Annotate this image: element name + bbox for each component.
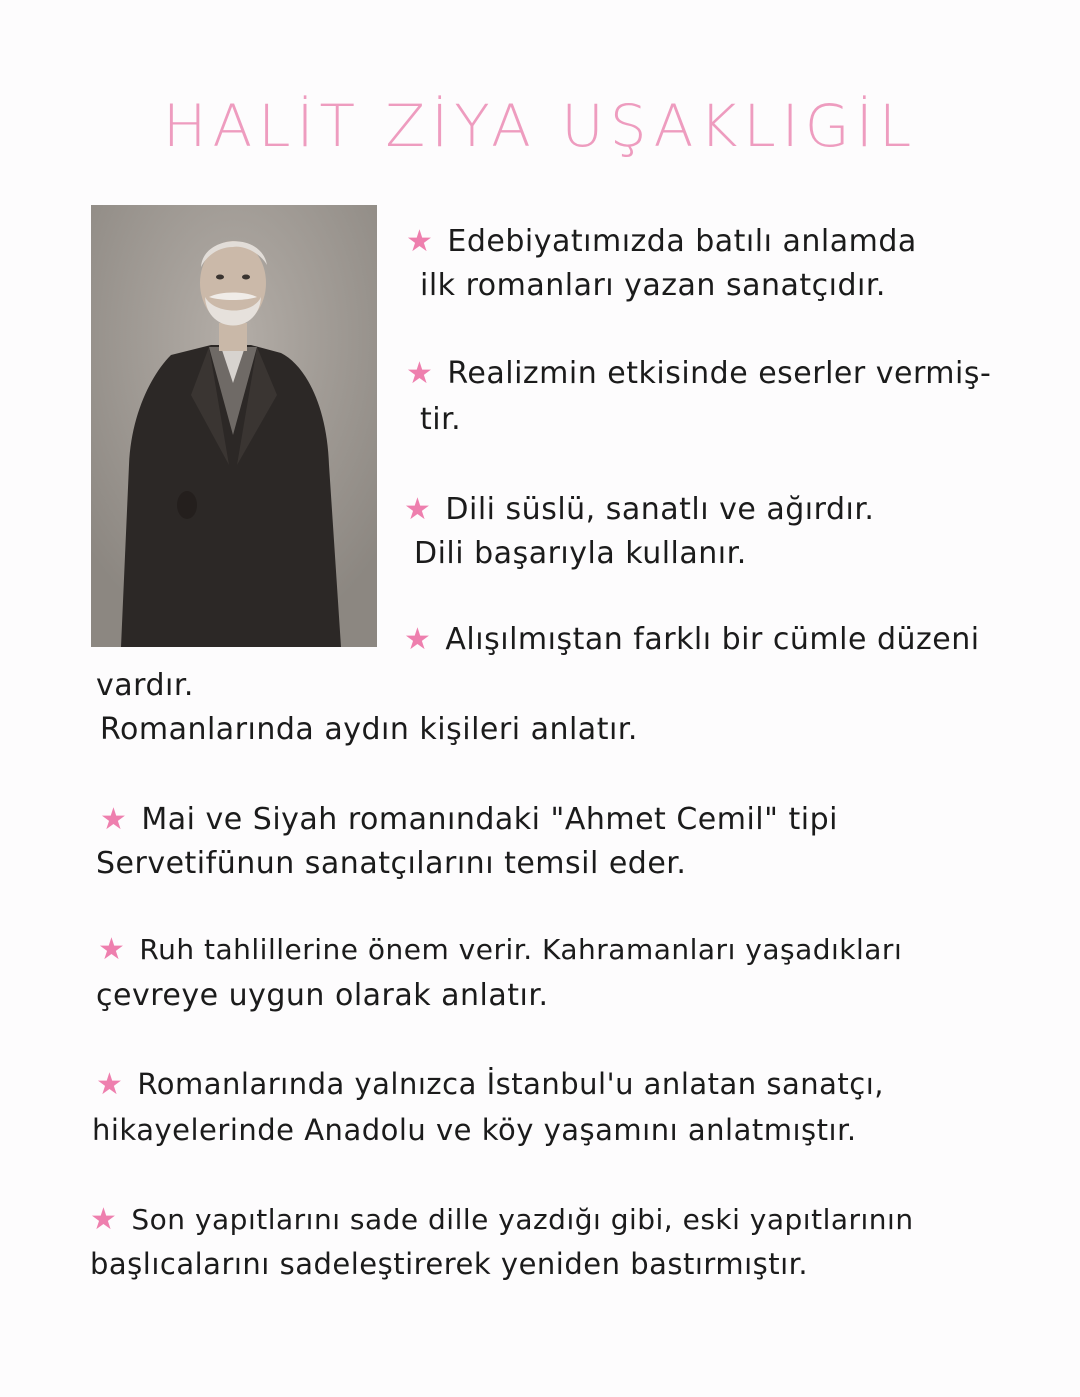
text-line-12: ★ Ruh tahlillerine önem verir. Kahramanları yaşadıkları [98, 932, 903, 967]
text-line-5: ★ Dili süslü, sanatlı ve ağırdır. [404, 492, 875, 527]
text-line-17: başlıcalarını sadeleştirerek yeniden bastırmıştır. [90, 1247, 809, 1281]
star-bullet-icon: ★ [404, 492, 432, 527]
text-line-7: ★ Alışılmıştan farklı bir cümle düzeni [404, 622, 980, 657]
text-line-16: ★ Son yapıtlarını sade dille yazdığı gibi, eski yapıtlarının [90, 1202, 914, 1237]
text-line-10: ★ Mai ve Siyah romanındaki "Ahmet Cemil" tipi [100, 802, 838, 837]
text-line-9: Romanlarında aydın kişileri anlatır. [100, 712, 638, 747]
text-line-8: vardır. [96, 668, 194, 703]
star-bullet-icon: ★ [406, 356, 434, 391]
text-line-14: ★ Romanlarında yalnızca İstanbul'u anlatan sanatçı, [96, 1067, 885, 1102]
text-line-13: çevreye uygun olarak anlatır. [96, 978, 549, 1013]
star-bullet-icon: ★ [96, 1067, 124, 1102]
text-line-2: ilk romanları yazan sanatçıdır. [420, 268, 886, 303]
text-line-1: ★ Edebiyatımızda batılı anlamda [406, 224, 917, 259]
text-line-6: Dili başarıyla kullanır. [414, 536, 747, 571]
star-bullet-icon: ★ [406, 224, 434, 259]
star-bullet-icon: ★ [404, 622, 432, 657]
text-line-3: ★ Realizmin etkisinde eserler vermiş- [406, 356, 992, 391]
star-bullet-icon: ★ [98, 932, 126, 967]
portrait-photo [91, 205, 377, 647]
text-line-4: tir. [420, 402, 462, 437]
portrait-illustration [91, 205, 377, 647]
text-line-15: hikayelerinde Anadolu ve köy yaşamını anlatmıştır. [92, 1113, 857, 1147]
star-bullet-icon: ★ [100, 802, 128, 837]
page-title: HALİT ZİYA UŞAKLIGİL [162, 92, 918, 160]
text-line-11: Servetifünun sanatçılarını temsil eder. [96, 846, 687, 881]
star-bullet-icon: ★ [90, 1202, 118, 1237]
